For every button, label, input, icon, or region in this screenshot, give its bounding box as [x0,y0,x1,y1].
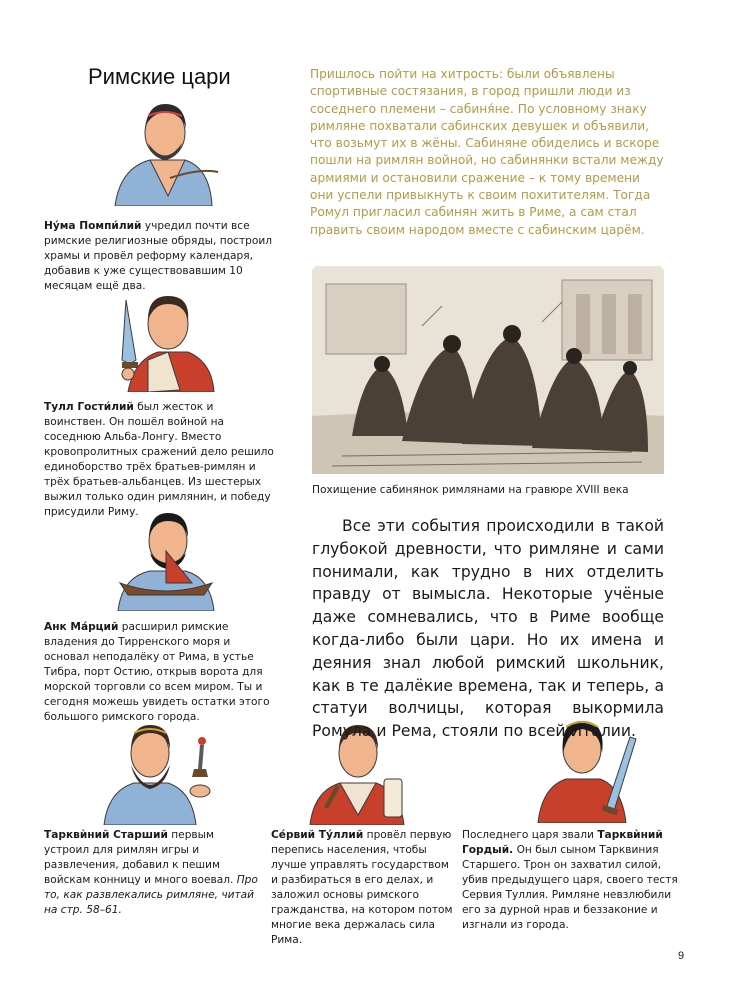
page-title: Римские цари [88,64,231,89]
king-description: первым устроил для римлян игры и развлечения, добавил к пешим войскам конницу и много воевал. [44,829,234,886]
main-paragraph-text: Все эти события происходили в такой глубокой древности, что римляне и сами понимали, как трудно в них отделить правду от вымысла. Некоторые учёные даже сомневались, что в Риме вообще когда-либо были цари. Но их имена и деяния знал любой римский школьник, как в те далёкие времена, так и теперь, а статуи волчицы, которая выкормила Ромула и Рема, стояли по всей Италии. [312,517,664,741]
page-reference-note: Про то, как развлекались римляне, читай на стр. 58–61. [44,874,258,916]
engraving-caption: Похищение сабинянок римлянами на гравюре XVIII века [312,484,629,496]
king-name: Тарквѝний Гордый. [462,829,663,856]
king-description: провёл первую перепись населения, чтобы лучше управлять государством и разбираться в его делах, и заложил основы римского гражданства, на котором потом многие века держалась сила Рима. [271,829,453,946]
king-tarquinius-priscus [44,828,260,918]
king-tarquinius-superbus [462,828,682,933]
king-name: Тарквѝний Старший [44,829,168,841]
king-name: Тулл Гости́лий [44,401,134,413]
king-description: расширил римские владения до Тирренского моря и основал неподалёку от Рима, в устье Тибра, порт Остию, открыв ворота для морской торговли со всем миром. Ты и сегодня можешь увидеть остатки этого большого римского города. [44,621,270,723]
tullus-portrait [108,290,218,392]
sabine-engraving-image [312,266,664,474]
king-name: Се́рвий Ту́ллий [271,829,364,841]
king-numa [44,219,276,294]
intro-paragraph: Пришлось пойти на хитрость: были объявлены спортивные состязания, в город пришли люди из соседнего племени – сабиня́не. По условному знаку римляне похватали сабинских девушек и объявили, что возьмут их в жёны. Сабиняне обиделись и вскоре пошли на римлян войной, но сабинянки встали между армиями и остановили сражение – к тому времени они успели привыкнуть к своим похитителям. Тогда Ромул пригласил сабинян жить в Риме, а сам стал править своим народом вместе с сабинским царём. [310,67,664,237]
king-tullus [44,400,276,520]
king-description: учредил почти все римские религиозные обряды, построил храмы и провёл реформу календаря, добавив к уже существовавшим 10 месяцам ещё два. [44,220,273,292]
king-description: был жесток и воинствен. Он пошёл войной на соседнюю Альба-Лонгу. Вместо кровопролитных сражений дело решило единоборство трёх братьев-римлян и трёх братьев-альбанцев. Из шестерых выжил только один римлянин, и победу присудили Риму. [44,401,274,518]
king-ancus [44,620,276,725]
page-number: 9 [678,950,685,962]
king-name: Анк Ма́рций [44,621,119,633]
numa-portrait [110,98,220,206]
main-paragraph [312,515,664,743]
king-description: Он был сыном Тарквиния Старшего. Трон он захватил силой, убив предыдущего царя, своего тестя Сервия Туллия. Римляне невзлюбили его за дурной нрав и беззаконие и изгнали из города. [462,844,678,931]
king-intro-prefix: Последнего царя звали [462,829,594,841]
ancus-portrait [110,507,220,611]
tarquinius-priscus-portrait [100,715,230,825]
king-name: Ну́ма Помпи́лий [44,220,142,232]
king-servius [271,828,455,948]
